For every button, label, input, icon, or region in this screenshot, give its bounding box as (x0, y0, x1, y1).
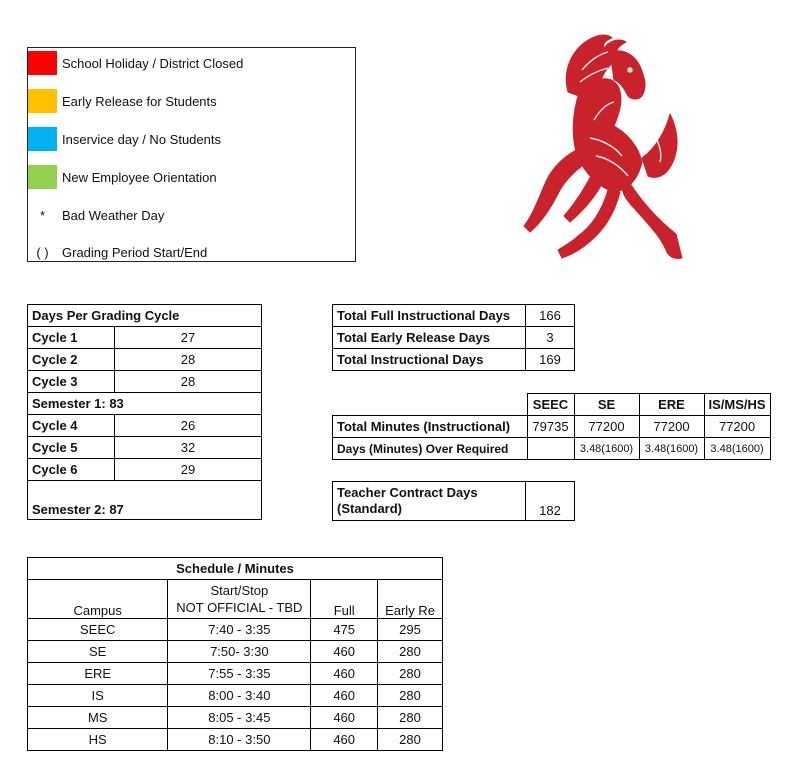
minutes-value: 77200 (639, 416, 704, 438)
legend-item-inservice (28, 127, 221, 151)
contract-label-line2: (Standard) (337, 501, 402, 516)
table-row (333, 482, 575, 521)
legend-item-holiday (28, 51, 243, 75)
table-row (333, 349, 575, 371)
early-minutes-cell: 280 (378, 729, 443, 751)
table-row (28, 459, 262, 481)
cycle-days: 29 (115, 459, 262, 481)
table-row (28, 437, 262, 459)
legend-label: Bad Weather Day (62, 207, 165, 223)
minutes-value: 3.48(1600) (574, 438, 639, 460)
schedule-table (27, 557, 443, 751)
red-swatch (28, 51, 57, 75)
table-row (28, 371, 262, 393)
column-header-line1: Start/Stop (210, 583, 269, 598)
campus-cell: HS (28, 729, 168, 751)
campus-cell: SEEC (28, 619, 168, 641)
table-row (333, 416, 771, 438)
campus-cell: SE (28, 641, 168, 663)
column-header: IS/MS/HS (704, 394, 770, 416)
table-row (28, 349, 262, 371)
full-minutes-cell: 475 (311, 619, 378, 641)
table-row (333, 438, 771, 460)
minutes-value: 3.48(1600) (704, 438, 770, 460)
column-header (168, 580, 311, 619)
legend-label: School Holiday / District Closed (62, 55, 244, 71)
table-row (28, 685, 443, 707)
empty-cell (333, 394, 528, 416)
table-row (28, 481, 262, 520)
row-label: Days (Minutes) Over Required (333, 438, 528, 460)
time-cell: 8:10 - 3:50 (168, 729, 311, 751)
campus-cell: ERE (28, 663, 168, 685)
total-label: Total Instructional Days (333, 349, 526, 371)
table-title: Days Per Grading Cycle (28, 305, 262, 327)
early-minutes-cell: 295 (378, 619, 443, 641)
legend-item-grading-period (28, 240, 207, 264)
column-header: ERE (639, 394, 704, 416)
table-row (28, 663, 443, 685)
cycle-name: Cycle 6 (28, 459, 115, 481)
full-minutes-cell: 460 (311, 729, 378, 751)
column-header: SE (574, 394, 639, 416)
blue-swatch (28, 127, 57, 151)
table-header-row (28, 558, 443, 580)
instructional-days-table (332, 304, 575, 371)
time-cell: 8:00 - 3:40 (168, 685, 311, 707)
row-label: Total Minutes (Instructional) (333, 416, 528, 438)
time-cell: 8:05 - 3:45 (168, 707, 311, 729)
table-title: Schedule / Minutes (28, 558, 443, 580)
table-row (333, 305, 575, 327)
minutes-value: 3.48(1600) (639, 438, 704, 460)
cycle-name: Cycle 2 (28, 349, 115, 371)
column-header: Campus (28, 580, 168, 619)
column-header: Early Re (378, 580, 443, 619)
column-header-line2: NOT OFFICIAL - TBD (176, 600, 303, 615)
semester-total: Semester 1: 83 (28, 393, 262, 415)
early-minutes-cell: 280 (378, 663, 443, 685)
total-label: Total Full Instructional Days (333, 305, 526, 327)
cycle-days: 28 (115, 371, 262, 393)
grading-cycle-table (27, 304, 262, 520)
early-minutes-cell: 280 (378, 685, 443, 707)
cycle-name: Cycle 5 (28, 437, 115, 459)
table-row (333, 327, 575, 349)
full-minutes-cell: 460 (311, 707, 378, 729)
table-row (28, 619, 443, 641)
cycle-days: 28 (115, 349, 262, 371)
cycle-name: Cycle 3 (28, 371, 115, 393)
cycle-days: 27 (115, 327, 262, 349)
campus-cell: MS (28, 707, 168, 729)
semester-total: Semester 2: 87 (28, 481, 262, 520)
legend-label: Early Release for Students (62, 93, 217, 109)
contract-value: 182 (526, 482, 575, 521)
early-minutes-cell: 280 (378, 641, 443, 663)
table-header-row (28, 305, 262, 327)
total-value: 166 (526, 305, 575, 327)
table-row (28, 327, 262, 349)
total-label: Total Early Release Days (333, 327, 526, 349)
table-row (28, 729, 443, 751)
total-value: 3 (526, 327, 575, 349)
legend-label: Grading Period Start/End (62, 244, 208, 260)
legend-item-bad-weather (28, 203, 164, 227)
instructional-minutes-table (332, 393, 771, 460)
cycle-name: Cycle 4 (28, 415, 115, 437)
mustang-logo (510, 30, 690, 262)
legend-item-early-release (28, 89, 217, 113)
full-minutes-cell: 460 (311, 641, 378, 663)
full-minutes-cell: 460 (311, 685, 378, 707)
table-row (28, 641, 443, 663)
time-cell: 7:50- 3:30 (168, 641, 311, 663)
parentheses-symbol: ( ) (36, 244, 49, 260)
cycle-days: 26 (115, 415, 262, 437)
time-cell: 7:40 - 3:35 (168, 619, 311, 641)
table-header-row (28, 580, 443, 619)
contract-label-line1: Teacher Contract Days (337, 485, 478, 500)
contract-label (333, 482, 526, 521)
table-row (28, 393, 262, 415)
table-header-row (333, 394, 771, 416)
table-row (28, 707, 443, 729)
cycle-name: Cycle 1 (28, 327, 115, 349)
legend-label: New Employee Orientation (62, 169, 217, 185)
contract-days-table (332, 481, 575, 521)
table-row (28, 415, 262, 437)
asterisk-symbol: * (39, 207, 46, 223)
campus-cell: IS (28, 685, 168, 707)
minutes-value: 77200 (704, 416, 770, 438)
minutes-value (527, 438, 574, 460)
column-header: SEEC (527, 394, 574, 416)
column-header: Full (311, 580, 378, 619)
total-value: 169 (526, 349, 575, 371)
orange-swatch (28, 89, 57, 113)
calendar-legend (27, 47, 356, 262)
cycle-days: 32 (115, 437, 262, 459)
legend-item-orientation (28, 165, 217, 189)
green-swatch (28, 165, 57, 189)
legend-label: Inservice day / No Students (62, 131, 221, 147)
time-cell: 7:55 - 3:35 (168, 663, 311, 685)
early-minutes-cell: 280 (378, 707, 443, 729)
full-minutes-cell: 460 (311, 663, 378, 685)
minutes-value: 79735 (527, 416, 574, 438)
minutes-value: 77200 (574, 416, 639, 438)
